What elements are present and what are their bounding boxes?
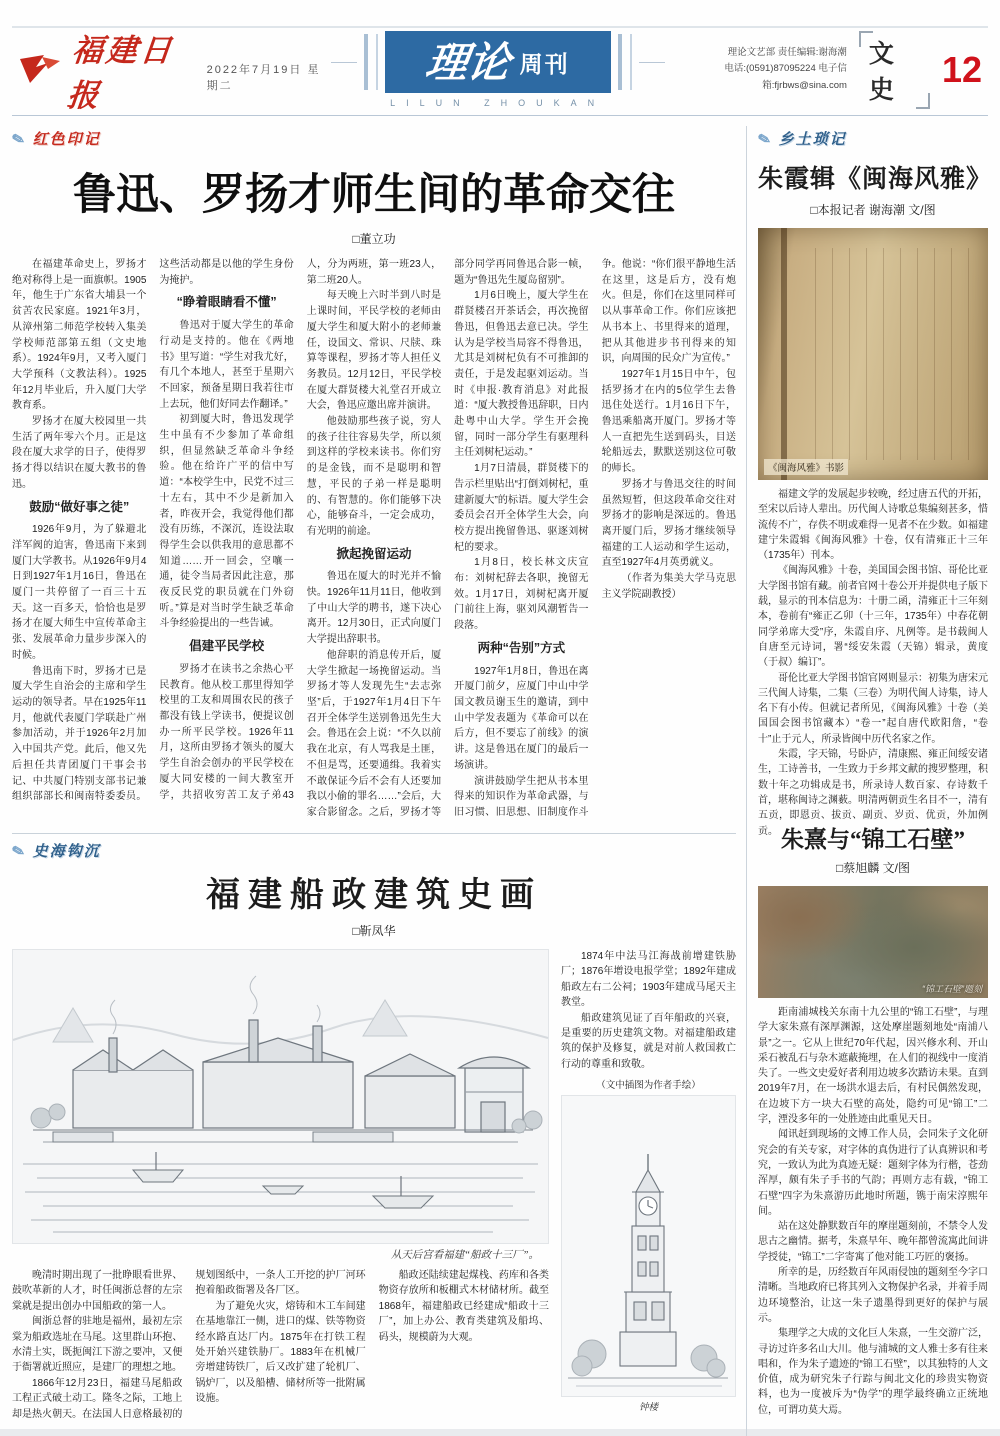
badge-label: 红色印记 [32,131,101,148]
weekly-logo [331,31,665,108]
paragraph: 1月7日清晨，群贤楼下的告示栏里贴出“打倒刘树杞，重建新厦大”的标语。厦大学生会委员会召开全体学生大会，向校方提出挽留鲁迅、驱逐刘树杞的要求。 [454,463,589,553]
paragraph: 船政还陆续建起煤栈、药库和各类物资存放所和板棚式木材储材所。截至1868年，福建船政已经建成“船政十三厂”，加上办公、教育类建筑及船坞、码头，规模蔚为大观。 [378,1270,549,1343]
editorial-info [665,45,847,93]
decor-bars-right [618,34,632,90]
book-text-columns [799,248,969,460]
paragraph: 鲁迅南下时，罗扬才已是厦大学生自治会的主席和学生运动的领导者。早在1925年11月，他就代表厦门学联赴广州参加活动，并于1926年2月加入中国共产党。此后，他又先后担任共青团厦门干事会书记、中共厦门特别支部书记兼组织部部长和闽南特委委员。这些活动都是以他的学生身份为掩护。 [12,259,294,803]
paragraph: 他鼓励那些孩子说，穷人的孩子往往容易失学，所以须到这样的学校来读书。你们穷的是金钱，而不是聪明和智慧，平民的子弟一样是聪明的、有智慧的。你们能够下决心，能够奋斗，一定会成功，有光明的前途。 [306,416,442,537]
paragraph: 闻讯赶到现场的文博工作人员，会同朱子文化研究会的有关专家，对字体的真伪进行了认真辨识和考究，一致认为此为真迹无疑：题刻字体为行楷，苍劲浑厚，颇有朱子手书的气韵；再则方志有载，“锦工石壁”四字为朱熹游历此地时所题，镌于南宋淳熙年间。 [758,1129,988,1217]
masthead-right [665,31,982,109]
drawing-caption: 从天后宫看福建“船政十三厂”。 [390,1250,539,1261]
book-spine [781,228,787,480]
paragraph: 罗扬才在厦大校园里一共生活了两年零六个月。正是这段在厦大求学的日子，使得罗扬才得以结识在厦大教书的鲁迅。 [12,416,147,490]
tower-caption: 钟楼 [638,1402,658,1414]
paragraph: 他辞职的消息传开后，厦大学生掀起一场挽留运动。当罗扬才等人发现先生“去志弥坚”后，于1927年1月4日下午召开全体学生送别鲁迅先生大会。鲁迅在会上说：“不久以前我在北京，有人骂我是土匪，不但是骂，还要通缉。我着实不敢保证今后不会有人还要加我以小偷的罪名……”会后，大家合影留念。之后，罗扬才等部分同学再同鲁迅合影一帧，题为“鲁迅先生厦岛留别”。 [306,259,589,818]
paragraph: 1874年中法马江海战前增建铁胁厂；1876年增设电报学堂；1892年建成船政左右二公祠；1903年建成马尾天主教堂。 [561,951,736,1009]
paper-date: 2022年7月19日 星期二 [206,63,321,92]
paragraph: 所幸的是，历经数百年风雨侵蚀的题刻至今字口清晰。当地政府已将其列入文物保护名录，并着手周边环境整治，让这一朱子遗墨得到更好的保护与展示。 [758,1267,988,1324]
sub-headline: 两种“告别”方式 [477,640,566,655]
paragraph: （作者为集美大学马克思主义学院副教授） [601,573,736,600]
weekly-logo-main: 理论 [422,41,513,87]
paragraph: 1月8日，校长林文庆宣布：刘树杞辞去各职，挽留无效。1月17日，刘树杞离开厦门前往上海，驱刘风潮暂告一段落。 [454,557,589,632]
paragraph: 福建文学的发展起步较晚，经过唐五代的开拓，至宋以后诗人辈出。历代闽人诗歌总集编刻甚多，惜流传不广，存佚不明或难得一见者不在少数。如福建建宁朱霞辑《闽海风雅》十卷，仅有清雍正十三年（1735年）刊本。 [758,489,988,562]
badge-red-imprint [12,128,736,149]
paragraph: 演讲鼓励学生把从书本里得来的知识作为革命武器，与旧习惯、旧思想、旧制度作斗争。他说：“你们很平静地生活在这里，这是后方，没有炮火。但是，你们在这里同样可以从事革命工作。你们应该把从书本上、书里得来的道理，把从其他进步书刊得来的知识，向周围的民众广为宣传。” [454,259,736,818]
decor-line-left [331,62,357,63]
paragraph: 闽浙总督的驻地是福州，最初左宗棠为船政选址在马尾。这里群山环抱、水清土实，既扼闽江下游之要冲，又便于衙署就近照应，是建厂的理想之地。 [12,1316,183,1374]
cliff-inscription-photo [758,886,988,998]
section-name: 文史 [859,31,930,109]
cliff-photo-caption: “锦工石壁”题刻 [922,984,982,994]
book-article-body [758,487,988,837]
weekly-logo-box [385,31,611,93]
pen-icon: ✎ [10,840,29,861]
paragraph: 《闽海风雅》十卷，美国国会图书馆、哥伦比亚大学图书馆有藏。前者官网十卷公开并提供电子版下载，显示的刊本信息为：十册二函，清雍正十三年刻本，卷前有“雍正乙卯（十三年，1735年）中春花朝同学弟席大受”序，朱霞自序、凡例等。是书载闽人自唐至元诗词，署“绥安朱霞（天锦）辑录，黄度（于叔）编订”。 [758,565,988,669]
paragraph: 船政建筑见证了百年船政的兴衰，是重要的历史建筑文物。对福建船政建筑的保护及修复，就是对前人救国救亡行动的尊重和致敬。 [561,1012,736,1070]
paragraph: 1926年9月，为了躲避北洋军阀的迫害，鲁迅南下来到厦门大学教书。从1926年9月4日到1927年1月16日，鲁迅在厦门一共停留了一百三十五天。这一百多天，恰恰也是罗扬才在厦大师生中宣传革命主张、发展革命力量步步深入的时候。 [12,524,147,661]
book-photo [758,228,988,480]
right-zone [746,126,993,1436]
weekly-logo-sub: 周刊 [519,50,570,77]
sub-headline: 倡建平民学校 [189,639,265,654]
section-divider [12,833,736,834]
paragraph: 鲁迅对于厦大学生的革命行动是支持的。他在《两地书》里写道：“学生对我尤好，有几个本地人，甚至于星期六不回家，预备星期日我若往市上去玩，他们好同去作翻译。” [159,320,294,410]
sub-headline: “睁着眼睛看不懂” [176,295,277,310]
paragraph: 距南浦城栈关东南十九公里的“锦工石壁”，与理学大家朱熹有深厚渊源，这处摩崖题刻地处“南浦八景”之一。它从上世纪70年代起，因兴修水利、开山采石被乱石与杂木遮蔽掩埋，在人们的视线中一度消失了。一些文史爱好者利用边坡多次踏访未果。直到2019年7月，在一场洪水退去后，有村民偶然发现，在边坡下方一块大石壁的高处，隐约可见“锦工”二字，湮没多年的一处胜迹由此重见天日。 [758,1007,988,1126]
pen-icon: ✎ [10,128,29,149]
shipyard-side-text [561,949,736,1072]
paragraph: 初到厦大时，鲁迅发现学生中虽有不少参加了革命组织，但显然缺乏革命斗争经验。他在给许广平的信中写道：“本校学生中，民党不过三十左右，其中不少是新加入者，昨夜开会，我觉得他们都没有历练，不深沉，连设法取得学生会以供我用的意思都不知道……开一回会，空嚷一通，徒令当局者因此注意，那夜反民党的职员就在门外窃听。”算是对当时学生缺乏革命斗争经验提出的一些告诫。 [159,414,294,630]
page-number: 12 [941,48,982,90]
masthead [12,26,988,116]
contact-line: 电话:(0591)87095224 电子信箱:fjrbws@sina.com [724,63,847,91]
badge-local-notes [758,128,988,149]
paragraph: 晚清时期出现了一批睁眼看世界、鼓吹革新的人才，时任闽浙总督的左宗棠就是提出创办中国船政的第一人。 [12,1270,183,1312]
weekly-pinyin: LILUN ZHOUKAN [390,98,606,108]
book-photo-caption: 《闽海风雅》书影 [764,459,848,475]
fujian-daily-logo [18,53,62,87]
illustration-note: （文中插图为作者手绘） [596,1080,701,1092]
clock-tower-drawing [561,1095,736,1397]
shipyard-left [12,949,549,1436]
paragraph: 朱霞，字天锦，号卧庐，清康熙、雍正间绥安诸生，工诗善书，一生致力于乡邦文献的搜罗整理，积数十年之功辑成是书，所录诗人数百家、存诗数千首，堪称闽诗之渊薮。明清两朝贡生名目不一，清有五贡，即恩贡、拔贡、副贡、岁贡、优贡，外加例贡。 [758,749,988,837]
paragraph: 罗扬才在读书之余热心平民教育。他从校工那里得知学校里的工友和周围农民的孩子都没有钱上学读书，便提议创办一所平民学校。1926年11月，这所由罗扬才领头的厦大学生自治会创办的平民学校在厦大同安楼的一间大教室开学，共招收穷苦工友子弟43人，分为两班，第一班23人，第二班20人。 [159,259,442,801]
paragraph: 为了避免火灾，熔铸和木工车间建在基地靠江一侧，进口的煤、铁等物资经水路直达厂内。1875年在打铁工程处开始兴建铁胁厂。1883年在机械厂旁增建铸铁厂，后又改扩建了轮机厂、锅炉厂，以及船槽、储材所等一批附属设施。 [195,1300,366,1405]
book-article-byline: □本报记者 谢海潮 文/图 [810,203,936,217]
main-byline: □董立功 [352,232,396,246]
dept-line: 理论文艺部 责任编辑:谢海潮 [727,47,847,59]
paragraph: 鲁迅在厦大的时光并不愉快。1926年11月11日，他收到了中山大学的聘书，遂下决心离开。12月30日，正式向厦门大学提出辞职书。 [306,571,442,646]
paragraph: 1月6日晚上，厦大学生在群贤楼召开茶话会，再次挽留鲁迅，但鲁迅去意已决。学生认为是学校当局容不得鲁迅，尤其是刘树杞负有不可推卸的责任，于是发起驱刘运动。当时《申报·教育消息》对此报道：“厦大教授鲁迅辞职，日内赴粤中山大学。学生开会挽留，同时一部分学生有驱理科主任刘树杞运动。” [454,290,589,459]
decor-bars-left [364,34,378,90]
sub-headline: 掀起挽留运动 [336,546,412,561]
shipyard-byline: □靳凤华 [352,924,396,938]
zhuxi-byline: □蔡旭麟 文/图 [836,861,910,875]
paragraph: 在福建革命史上，罗扬才绝对称得上是一面旗帜。1905年，他生于广东省大埔县一个贫苦农民家庭。1921年3月，从漳州第二师范学校转入集美学校师范部第五组（文史地系）。1924年9月，又考入厦门大学预科（文教法科）。1925年12月毕业后，升入厦门大学教育系。 [12,259,147,412]
pen-icon: ✎ [756,128,775,149]
badge-history-section [12,840,736,861]
paragraph: 罗扬才与鲁迅交往的时间虽然短暂，但这段革命交往对罗扬才的影响是深远的。鲁迅离开厦门后，罗扬才继续领导福建的工人运动和学生运动，直至1927年4月英勇就义。 [601,478,736,569]
paragraph: 集理学之大成的文化巨人朱熹，一生交游广泛，寻访过许多名山大川。他与浦城的文人雅士多有往来唱和，作为朱子遗迹的“锦工石壁”，以其独特的人文价值，成为研究朱子行踪与闽北文化的珍贵实物资料，也为一度被斥为“伪学”的理学最终确立正统地位，可谓功莫大焉。 [758,1328,988,1416]
paragraph: 1927年1月15日中午，包括罗扬才在内的5位学生去鲁迅住处送行。1月16日下午，鲁迅乘船离开厦门。罗扬才等人一直把先生送到码头，目送轮船远去，默默送别这位可敬的师长。 [601,368,736,475]
paragraph: 1866年12月23日，福建马尾船政工程正式破土动工。隆冬之际，工地上却是热火朝天。在法国人日意格最初的规划图纸中，一条人工开挖的护厂河环抱着船政衙署及各厂区。 [12,1270,366,1420]
shipyard-layout [12,949,736,1436]
main-headline: 鲁迅、罗扬才师生间的革命交往 [73,171,675,219]
shipyard-headline: 福建船政建筑史画 [206,877,542,914]
zhuxi-headline: 朱熹与“锦工石壁” [781,827,965,852]
zhuxi-article-body [758,1005,988,1416]
main-article-body [12,257,736,823]
paragraph: 哥伦比亚大学图书馆官网则显示：初集为唐宋元三代闽人诗集，二集（三卷）为明代闽人诗集，诗人名下有小传。但就记者所见，《闽海风雅》十卷（美国国会图书馆藏本）“卷一”起自唐代欧阳詹，“卷十”止于元人，所录皆闽中历代名家之作。 [758,672,988,745]
book-article-headline: 朱霞辑《闽海风雅》 [758,166,993,193]
shipyard-right [561,949,736,1436]
masthead-left [18,25,331,115]
paragraph: 站在这处静默数百年的摩崖题刻前，不禁令人发思古之幽情。据考，朱熹早年、晚年都曾流寓此间讲学授徒，“锦工”二字寄寓了他对能工巧匠的褒扬。 [758,1221,988,1263]
badge-label: 乡土琐记 [778,131,847,148]
page-content [10,116,993,1436]
shipyard-columns [12,1268,549,1436]
shipyard-drawing [12,949,549,1244]
badge-label: 史海钩沉 [32,843,101,860]
paragraph: 1927年1月8日，鲁迅在离开厦门前夕，应厦门中山中学国文教员谢玉生的邀请，到中山中学发表题为《革命可以在后方，但不要忘了前线》的演讲。这是鲁迅在厦门的最后一场演讲。 [454,665,589,771]
decor-line-right [639,62,665,63]
left-zone [12,126,746,1436]
sub-headline: 鼓励“做好事之徒” [29,499,130,514]
paragraph: 每天晚上六时半到八时是上课时间，平民学校的老师由厦大学生和厦大附小的老师兼任，设国文、常识、尺牍、珠算等课程，罗扬才等人担任义务教员。12月12日，平民学校在厦大群贤楼大礼堂召开成立大会，鲁迅应邀出席并演讲。 [306,290,442,412]
paper-name: 福建日报 [65,32,176,113]
